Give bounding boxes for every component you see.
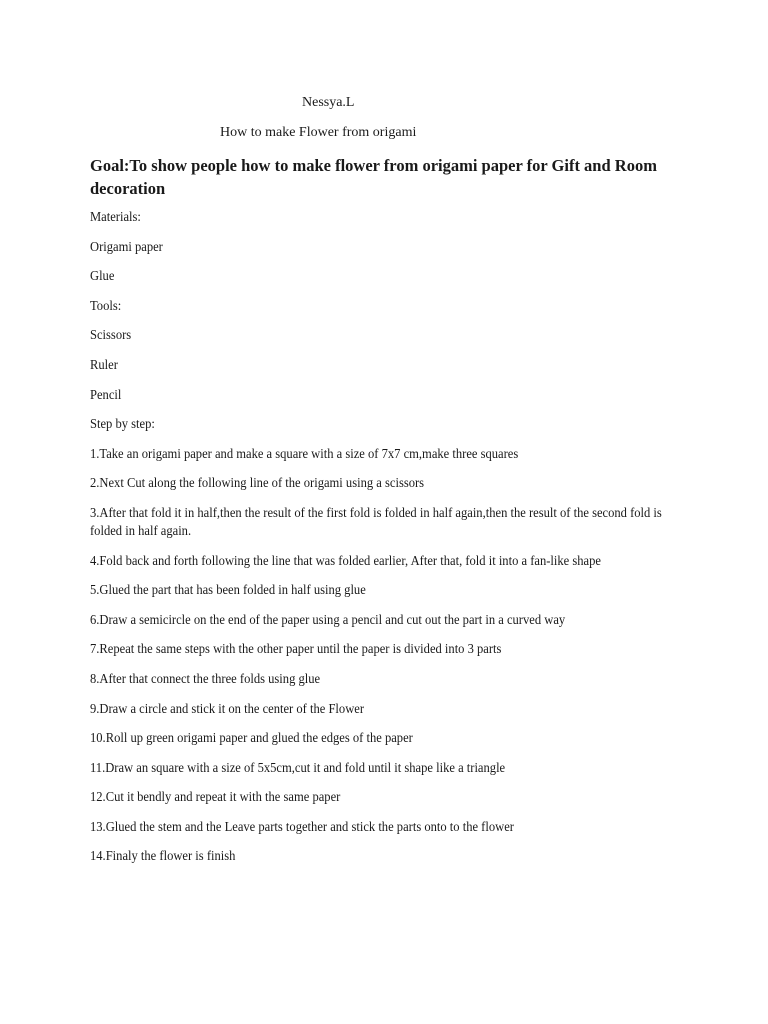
- document-title: How to make Flower from origami: [220, 125, 417, 140]
- steps-heading: Step by step:: [90, 416, 155, 432]
- step-item: 7.Repeat the same steps with the other paper until the paper is divided into 3 parts: [90, 641, 502, 657]
- step-item: 8.After that connect the three folds using glue: [90, 670, 321, 686]
- step-item: 9.Draw a circle and stick it on the center of the Flower: [90, 700, 365, 716]
- step-item: 14.Finaly the flower is finish: [90, 848, 236, 864]
- document-body: [90, 208, 690, 877]
- tool-item: Ruler: [90, 356, 118, 372]
- step-item: 13.Glued the stem and the Leave parts together and stick the parts onto to the flower: [90, 818, 514, 834]
- step-item: 5.Glued the part that has been folded in half using glue: [90, 582, 366, 598]
- step-item: 11.Draw an square with a size of 5x5cm,cut it and fold until it shape like a triangle: [90, 759, 506, 775]
- tools-heading: Tools:: [90, 297, 122, 313]
- step-item: 6.Draw a semicircle on the end of the paper using a pencil and cut out the part in a curved way: [90, 611, 566, 627]
- step-item: 12.Cut it bendly and repeat it with the same paper: [90, 789, 341, 805]
- material-item: Glue: [90, 268, 115, 284]
- material-item: Origami paper: [90, 238, 163, 254]
- tool-item: Scissors: [90, 327, 132, 343]
- tool-item: Pencil: [90, 386, 122, 402]
- step-item: 3.After that fold it in half,then the result of the first fold is folded in half again,then the result of the second fold is folded in half again.: [90, 504, 662, 538]
- step-item: 2.Next Cut along the following line of the origami using a scissors: [90, 475, 425, 491]
- step-item: 4.Fold back and forth following the line that was folded earlier, After that, fold it into a fan-like shape: [90, 552, 601, 568]
- goal-statement: Goal:To show people how to make flower from origami paper for Gift and Room decoration: [90, 156, 657, 198]
- author-name: Nessya.L: [302, 95, 355, 110]
- step-item: 10.Roll up green origami paper and glued the edges of the paper: [90, 730, 413, 746]
- step-item: 1.Take an origami paper and make a square with a size of 7x7 cm,make three squares: [90, 445, 519, 461]
- materials-heading: Materials:: [90, 209, 141, 224]
